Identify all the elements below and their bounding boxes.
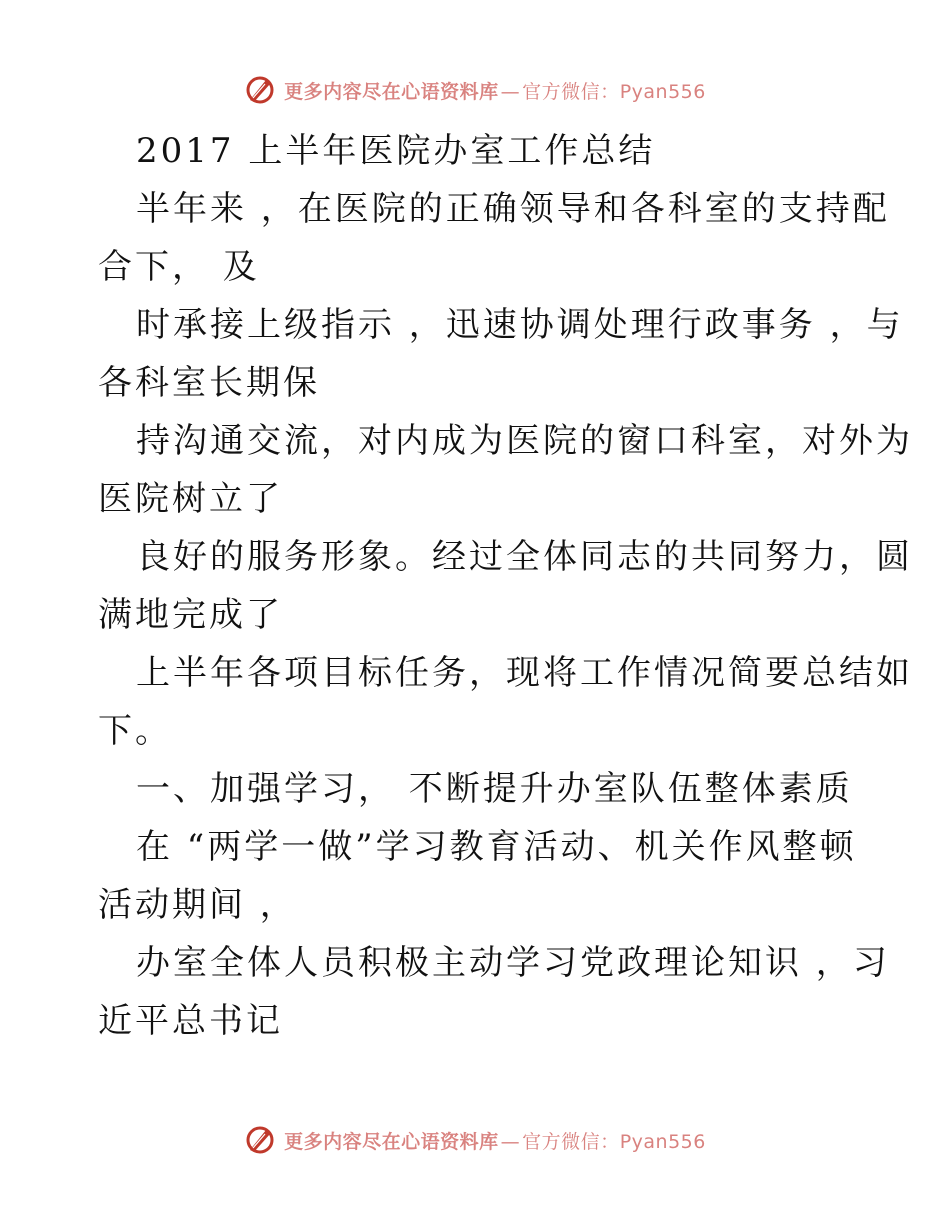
text-line: 持沟通交流，对内成为医院的窗口科室，对外为 (136, 421, 913, 461)
banner-label: 更多内容尽在心语资料库 (284, 1130, 499, 1153)
banner-wechat-id: Pyan556 (619, 80, 706, 103)
banner-separator: — (500, 1130, 521, 1153)
text-line: 活动期间 ， (98, 885, 297, 925)
banner-text (284, 1127, 706, 1154)
banner-label: 更多内容尽在心语资料库 (284, 80, 499, 103)
text-line: 2017 上半年医院办室工作总结 (136, 131, 656, 171)
text-line: 半年来 ，在医院的正确领导和各科室的支持配 (136, 189, 890, 229)
text-line: 一、加强学习， 不断提升办室队伍整体素质 (136, 769, 853, 809)
banner-text (284, 77, 706, 104)
banner-wechat-id: Pyan556 (619, 1130, 706, 1153)
quill-logo-icon (244, 74, 276, 106)
text-line: 近平总书记 (98, 1001, 283, 1041)
banner-wechat-text: 官方微信： (522, 80, 620, 103)
text-line: 上半年各项目标任务，现将工作情况简要总结如 (136, 653, 913, 693)
text-line: 办室全体人员积极主动学习党政理论知识 ，习 (136, 943, 890, 983)
quill-logo-icon (244, 1124, 276, 1156)
footer-banner (0, 1120, 950, 1160)
text-line: 满地完成了 (98, 595, 283, 635)
text-line: 时承接上级指示 ，迅速协调处理行政事务 ，与 (136, 305, 904, 345)
header-banner (0, 70, 950, 110)
document-body (98, 122, 913, 1050)
text-line: 下。 (98, 711, 172, 751)
text-line: 在 “两学一做”学习教育活动、机关作风整顿 (136, 827, 857, 867)
text-line: 医院树立了 (98, 479, 283, 519)
banner-separator: — (500, 80, 521, 103)
text-line: 合下， 及 (98, 247, 260, 287)
banner-wechat-text: 官方微信： (522, 1130, 620, 1153)
text-line: 各科室长期保 (98, 363, 320, 403)
text-line: 良好的服务形象。经过全体同志的共同努力，圆 (136, 537, 913, 577)
